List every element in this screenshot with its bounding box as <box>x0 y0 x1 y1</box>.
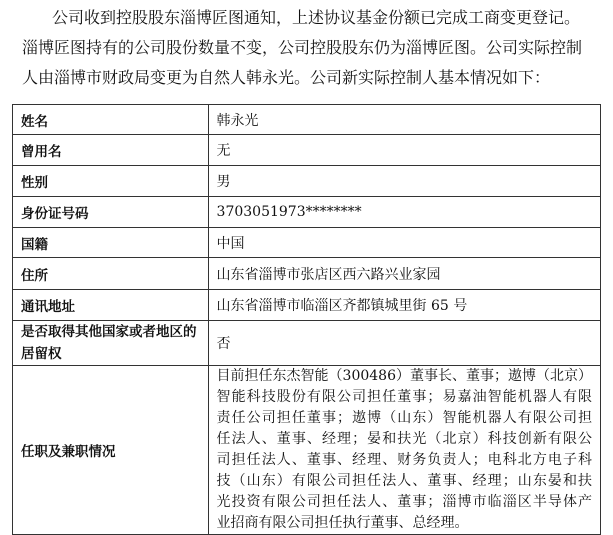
row-label: 姓名 <box>13 105 209 135</box>
row-label: 身份证号码 <box>13 197 209 228</box>
positions-line: 光投资有限公司担任法人、董事；淄博市临淄区半导体产 <box>216 494 592 510</box>
row-label: 国籍 <box>13 228 209 258</box>
row-value: 中国 <box>208 228 600 258</box>
row-label: 是否取得其他国家或者地区的居留权 <box>13 321 209 366</box>
row-value: 3703051973******** <box>208 197 600 228</box>
positions-line: 智能科技股份有限公司担任董事；易嘉油智能机器人有限 <box>216 389 592 405</box>
paragraph-line: 淄博匠图持有的公司股份数量不变，公司控股股东仍为淄博匠图。公司实际控制 <box>22 38 583 57</box>
positions-line: 司担任法人、董事、经理、财务负责人；电科北方电子科 <box>216 452 592 468</box>
table-row <box>13 366 601 535</box>
row-label: 性别 <box>13 166 209 197</box>
row-value: 男 <box>208 166 600 197</box>
row-value: 山东省淄博市张店区西六路兴业家园 <box>208 258 600 290</box>
row-value: 无 <box>208 135 600 166</box>
positions-line: 业招商有限公司担任执行董事、总经理。 <box>216 515 469 531</box>
positions-line: 技（山东）有限公司担任法人、董事、经理；山东晏和扶 <box>216 473 592 489</box>
row-value: 山东省淄博市临淄区齐都镇城里街 65 号 <box>208 290 600 321</box>
table-row <box>13 290 601 321</box>
paragraph-line: 公司收到控股股东淄博匠图通知，上述协议基金份额已完成工商变更登记。 <box>52 8 581 27</box>
table-row <box>13 135 601 166</box>
controller-info-table <box>12 104 601 535</box>
positions-line: 任法人、董事、经理；晏和扶光（北京）科技创新有限公 <box>216 431 592 447</box>
positions-line: 目前担任东杰智能（300486）董事长、董事；遨博（北京） <box>216 368 592 384</box>
table-row <box>13 197 601 228</box>
row-label: 住所 <box>13 258 209 290</box>
row-value: 否 <box>208 321 600 366</box>
intro-paragraph <box>22 3 594 93</box>
table-row <box>13 166 601 197</box>
row-label: 曾用名 <box>13 135 209 166</box>
table-row <box>13 321 601 366</box>
row-value-positions <box>208 366 600 535</box>
table-row <box>13 228 601 258</box>
row-label: 任职及兼职情况 <box>13 366 209 535</box>
row-label: 通讯地址 <box>13 290 209 321</box>
positions-line: 责任公司担任董事；遨博（山东）智能机器人有限公司担 <box>216 410 592 426</box>
row-value: 韩永光 <box>208 105 600 135</box>
paragraph-line: 人由淄博市财政局变更为自然人韩永光。公司新实际控制人基本情况如下： <box>22 68 551 87</box>
table-row <box>13 105 601 135</box>
table-row <box>13 258 601 290</box>
